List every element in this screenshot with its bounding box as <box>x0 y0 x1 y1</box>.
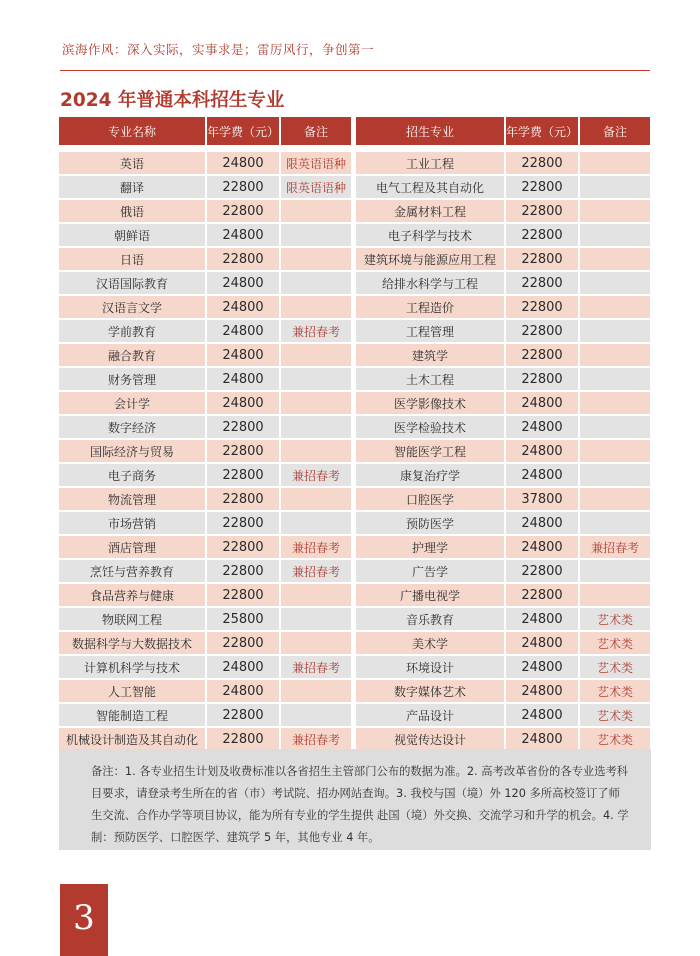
annual-fee-cell: 22800 <box>504 224 578 246</box>
note-cell <box>578 320 650 342</box>
annual-fee-cell: 22800 <box>504 248 578 270</box>
note-cell <box>279 632 351 654</box>
major-name-cell: 口腔医学 <box>356 488 504 510</box>
major-name-cell: 食品营养与健康 <box>59 584 205 606</box>
table-row <box>356 272 650 294</box>
table-row <box>356 704 650 726</box>
majors-table-right <box>356 115 650 752</box>
major-name-cell: 产品设计 <box>356 704 504 726</box>
table-row <box>59 152 351 174</box>
note-cell: 艺术类 <box>578 704 650 726</box>
note-cell <box>279 608 351 630</box>
major-name-cell: 财务管理 <box>59 368 205 390</box>
table-row <box>59 176 351 198</box>
major-name-cell: 工程管理 <box>356 320 504 342</box>
major-name-cell: 金属材料工程 <box>356 200 504 222</box>
major-name-cell: 数字经济 <box>59 416 205 438</box>
note-cell: 兼招春考 <box>279 320 351 342</box>
note-cell: 兼招春考 <box>279 656 351 678</box>
annual-fee-cell: 24800 <box>504 680 578 702</box>
annual-fee-cell: 22800 <box>504 272 578 294</box>
annual-fee-cell: 22800 <box>205 512 279 534</box>
major-name-cell: 市场营销 <box>59 512 205 534</box>
annual-fee-cell: 24800 <box>504 536 578 558</box>
major-name-cell: 美术学 <box>356 632 504 654</box>
major-name-cell: 护理学 <box>356 536 504 558</box>
note-cell <box>578 392 650 414</box>
note-cell: 艺术类 <box>578 656 650 678</box>
major-name-cell: 物联网工程 <box>59 608 205 630</box>
note-cell: 限英语语种 <box>279 176 351 198</box>
table-row <box>356 560 650 582</box>
table-header-row <box>356 117 650 145</box>
major-name-cell: 俄语 <box>59 200 205 222</box>
annual-fee-cell: 24800 <box>504 728 578 750</box>
annual-fee-cell: 22800 <box>205 728 279 750</box>
table-row <box>356 392 650 414</box>
table-row <box>59 368 351 390</box>
annual-fee-cell: 22800 <box>504 200 578 222</box>
major-name-cell: 医学检验技术 <box>356 416 504 438</box>
note-cell <box>279 488 351 510</box>
major-name-cell: 物流管理 <box>59 488 205 510</box>
major-name-cell: 计算机科学与技术 <box>59 656 205 678</box>
major-name-cell: 广告学 <box>356 560 504 582</box>
major-name-cell: 学前教育 <box>59 320 205 342</box>
major-name-cell: 音乐教育 <box>356 608 504 630</box>
annual-fee-cell: 24800 <box>504 512 578 534</box>
table-row <box>59 680 351 702</box>
page-number: 3 <box>60 884 108 956</box>
annual-fee-cell: 37800 <box>504 488 578 510</box>
table-row <box>59 296 351 318</box>
note-cell <box>578 368 650 390</box>
annual-fee-cell: 25800 <box>205 608 279 630</box>
annual-fee-cell: 22800 <box>205 704 279 726</box>
table-row <box>59 608 351 630</box>
header-slogan: 滨海作风：深入实际，实事求是；雷厉风行，争创第一 <box>62 42 375 57</box>
table-row <box>59 632 351 654</box>
table-row <box>356 488 650 510</box>
note-cell: 兼招春考 <box>279 464 351 486</box>
major-name-cell: 给排水科学与工程 <box>356 272 504 294</box>
annual-fee-cell: 22800 <box>205 584 279 606</box>
annual-fee-cell: 24800 <box>205 296 279 318</box>
annual-fee-cell: 22800 <box>504 584 578 606</box>
note-cell <box>578 560 650 582</box>
table-row <box>356 344 650 366</box>
major-name-cell: 土木工程 <box>356 368 504 390</box>
annual-fee-cell: 22800 <box>205 488 279 510</box>
majors-table-left <box>59 115 351 752</box>
note-cell <box>578 296 650 318</box>
note-cell <box>279 224 351 246</box>
major-name-cell: 电子商务 <box>59 464 205 486</box>
annual-fee-cell: 24800 <box>504 656 578 678</box>
note-cell <box>279 440 351 462</box>
note-cell <box>578 440 650 462</box>
table-row <box>356 536 650 558</box>
table-row <box>59 248 351 270</box>
note-cell: 兼招春考 <box>279 560 351 582</box>
annual-fee-cell: 22800 <box>504 296 578 318</box>
major-name-cell: 日语 <box>59 248 205 270</box>
note-cell: 兼招春考 <box>279 728 351 750</box>
major-name-cell: 人工智能 <box>59 680 205 702</box>
table-row <box>356 320 650 342</box>
annual-fee-cell: 22800 <box>504 560 578 582</box>
note-cell <box>279 584 351 606</box>
major-name-cell: 环境设计 <box>356 656 504 678</box>
table-row <box>59 704 351 726</box>
table-row <box>59 560 351 582</box>
major-name-cell: 视觉传达设计 <box>356 728 504 750</box>
table-row <box>59 392 351 414</box>
annual-fee-cell: 22800 <box>205 416 279 438</box>
annual-fee-cell: 24800 <box>504 608 578 630</box>
annual-fee-cell: 24800 <box>205 656 279 678</box>
table-row <box>356 176 650 198</box>
note-cell: 艺术类 <box>578 632 650 654</box>
note-cell <box>578 464 650 486</box>
note-cell: 艺术类 <box>578 608 650 630</box>
note-cell <box>578 584 650 606</box>
annual-fee-cell: 24800 <box>504 704 578 726</box>
table-row <box>59 224 351 246</box>
table-row <box>356 512 650 534</box>
table-row <box>356 656 650 678</box>
major-name-cell: 建筑学 <box>356 344 504 366</box>
major-name-cell: 英语 <box>59 152 205 174</box>
annual-fee-cell: 24800 <box>205 392 279 414</box>
note-cell <box>279 248 351 270</box>
table-row <box>59 416 351 438</box>
annual-fee-cell: 22800 <box>504 368 578 390</box>
major-name-cell: 工程造价 <box>356 296 504 318</box>
header-divider <box>60 70 650 71</box>
note-cell: 艺术类 <box>578 680 650 702</box>
major-name-cell: 翻译 <box>59 176 205 198</box>
header-annual-fee: 年学费（元） <box>504 117 578 145</box>
major-name-cell: 数据科学与大数据技术 <box>59 632 205 654</box>
annual-fee-cell: 24800 <box>504 392 578 414</box>
major-name-cell: 朝鲜语 <box>59 224 205 246</box>
annual-fee-cell: 24800 <box>504 632 578 654</box>
major-name-cell: 建筑环境与能源应用工程 <box>356 248 504 270</box>
note-cell <box>578 152 650 174</box>
table-row <box>356 584 650 606</box>
annual-fee-cell: 22800 <box>205 560 279 582</box>
header-annual-fee: 年学费（元） <box>205 117 279 145</box>
annual-fee-cell: 22800 <box>205 464 279 486</box>
major-name-cell: 机械设计制造及其自动化 <box>59 728 205 750</box>
note-cell <box>578 200 650 222</box>
note-cell <box>279 344 351 366</box>
table-header-row <box>59 117 351 145</box>
major-name-cell: 会计学 <box>59 392 205 414</box>
note-cell: 兼招春考 <box>279 536 351 558</box>
table-row <box>356 152 650 174</box>
major-name-cell: 电气工程及其自动化 <box>356 176 504 198</box>
annual-fee-cell: 22800 <box>504 152 578 174</box>
annual-fee-cell: 24800 <box>205 272 279 294</box>
table-spacer <box>59 147 351 150</box>
table-row <box>356 296 650 318</box>
major-name-cell: 汉语国际教育 <box>59 272 205 294</box>
annual-fee-cell: 22800 <box>205 536 279 558</box>
header-major-name: 招生专业 <box>356 117 504 145</box>
major-name-cell: 医学影像技术 <box>356 392 504 414</box>
annual-fee-cell: 24800 <box>205 320 279 342</box>
header-major-name: 专业名称 <box>59 117 205 145</box>
table-row <box>59 584 351 606</box>
table-row <box>356 416 650 438</box>
table-row <box>356 680 650 702</box>
note-cell <box>578 512 650 534</box>
major-name-cell: 融合教育 <box>59 344 205 366</box>
note-cell <box>578 224 650 246</box>
note-cell <box>578 488 650 510</box>
annual-fee-cell: 24800 <box>205 344 279 366</box>
table-spacer <box>356 147 650 150</box>
table-row <box>59 488 351 510</box>
table-row <box>356 464 650 486</box>
table-row <box>356 248 650 270</box>
table-row <box>59 320 351 342</box>
note-cell <box>578 344 650 366</box>
header-note: 备注 <box>578 117 650 145</box>
major-name-cell: 烹饪与营养教育 <box>59 560 205 582</box>
table-row <box>59 464 351 486</box>
table-row <box>356 440 650 462</box>
annual-fee-cell: 22800 <box>504 344 578 366</box>
note-cell <box>279 392 351 414</box>
note-cell <box>279 680 351 702</box>
annual-fee-cell: 22800 <box>205 632 279 654</box>
note-cell: 兼招春考 <box>578 536 650 558</box>
table-row <box>356 368 650 390</box>
table-row <box>59 728 351 750</box>
note-cell <box>578 272 650 294</box>
note-cell <box>279 296 351 318</box>
table-row <box>59 272 351 294</box>
annual-fee-cell: 24800 <box>205 368 279 390</box>
majors-table-right-body <box>356 147 650 750</box>
annual-fee-cell: 22800 <box>504 320 578 342</box>
table-row <box>59 440 351 462</box>
annual-fee-cell: 24800 <box>205 680 279 702</box>
note-cell <box>279 200 351 222</box>
annual-fee-cell: 24800 <box>205 152 279 174</box>
annual-fee-cell: 22800 <box>205 440 279 462</box>
page-title: 2024 年普通本科招生专业 <box>60 90 285 111</box>
major-name-cell: 数字媒体艺术 <box>356 680 504 702</box>
annual-fee-cell: 24800 <box>504 464 578 486</box>
note-cell <box>279 416 351 438</box>
annual-fee-cell: 22800 <box>205 200 279 222</box>
major-name-cell: 酒店管理 <box>59 536 205 558</box>
major-name-cell: 智能医学工程 <box>356 440 504 462</box>
header-note: 备注 <box>279 117 351 145</box>
note-cell: 限英语语种 <box>279 152 351 174</box>
major-name-cell: 工业工程 <box>356 152 504 174</box>
note-cell <box>578 416 650 438</box>
note-cell <box>578 248 650 270</box>
table-row <box>59 344 351 366</box>
footnote: 备注：1. 各专业招生计划及收费标准以各省招生主管部门公布的数据为准。2. 高考改革省份的各专业选考科目要求，请登录考生所在的省（市）考试院、招办网站查询。3. 我校与国（境）外 120 多所高校签订了师生交流、合作办学等项目协议，能为所有专业的学生提供 赴国（境）外交换、交流学习和升学的机会。4. 学制：预防医学、口腔医学、建筑学 5 年，其他专业 4 年。 <box>59 749 651 850</box>
table-row <box>356 200 650 222</box>
major-name-cell: 国际经济与贸易 <box>59 440 205 462</box>
major-name-cell: 汉语言文学 <box>59 296 205 318</box>
note-cell <box>279 368 351 390</box>
annual-fee-cell: 24800 <box>504 416 578 438</box>
annual-fee-cell: 22800 <box>205 248 279 270</box>
major-name-cell: 智能制造工程 <box>59 704 205 726</box>
table-row <box>59 656 351 678</box>
annual-fee-cell: 24800 <box>205 224 279 246</box>
note-cell <box>279 272 351 294</box>
note-cell <box>578 176 650 198</box>
table-row <box>356 632 650 654</box>
table-row <box>59 512 351 534</box>
major-name-cell: 电子科学与技术 <box>356 224 504 246</box>
table-row <box>356 608 650 630</box>
table-row <box>356 224 650 246</box>
majors-table-left-body <box>59 147 351 750</box>
note-cell <box>279 704 351 726</box>
annual-fee-cell: 22800 <box>205 176 279 198</box>
table-row <box>59 536 351 558</box>
note-cell <box>279 512 351 534</box>
major-name-cell: 预防医学 <box>356 512 504 534</box>
annual-fee-cell: 24800 <box>504 440 578 462</box>
major-name-cell: 广播电视学 <box>356 584 504 606</box>
major-name-cell: 康复治疗学 <box>356 464 504 486</box>
annual-fee-cell: 22800 <box>504 176 578 198</box>
table-row <box>59 200 351 222</box>
note-cell: 艺术类 <box>578 728 650 750</box>
table-row <box>356 728 650 750</box>
